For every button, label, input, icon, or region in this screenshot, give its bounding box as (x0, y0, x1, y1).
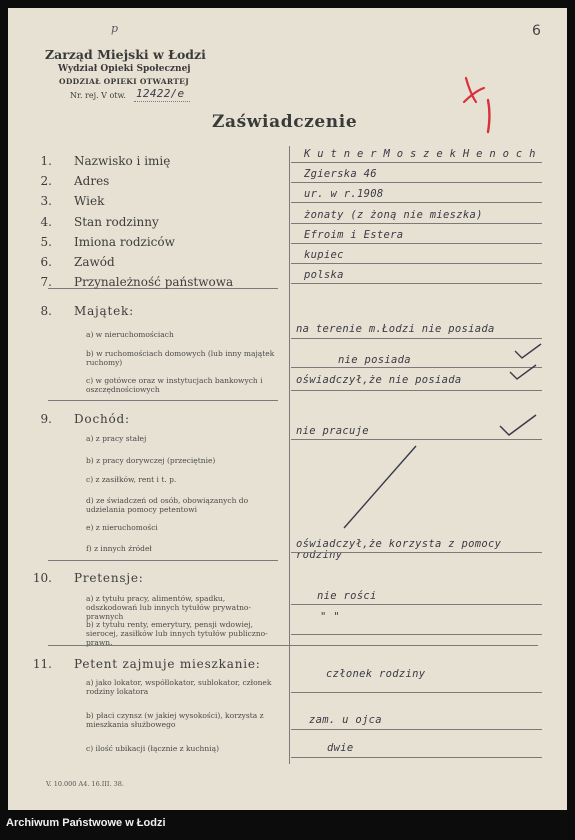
section-11b-value: zam. u ojca (309, 714, 382, 726)
document-title: Zaświadczenie (212, 112, 358, 132)
section-8-label: Majątek: (74, 304, 134, 318)
field-4-number: 4. (40, 215, 52, 229)
section-9f-label: f) z innych źródeł (86, 544, 152, 553)
section-9f-value-line2: rodziny (296, 549, 343, 561)
field-line (291, 552, 542, 553)
section-8c-label: c) w gotówce oraz w instytucjach bankowych i oszczędnościowych (86, 376, 263, 394)
separator-line (48, 400, 278, 401)
section-9d-label: d) ze świadczeń od osób, obowiązanych do udzielania pomocy petentowi (86, 496, 249, 514)
separator-line (48, 560, 278, 561)
registry-label: Nr. rej. V otw. (70, 91, 126, 100)
field-4-value: żonaty (z żoną nie mieszka) (304, 209, 483, 221)
field-line (291, 729, 542, 730)
field-1-label: Nazwisko i imię (74, 154, 171, 168)
separator-line (48, 645, 538, 646)
field-4-label: Stan rodzinny (74, 215, 159, 229)
field-3-value: ur. w r.1908 (304, 188, 384, 200)
section-10a-value: nie rości (317, 590, 377, 602)
field-line (291, 338, 542, 339)
section-8a-label: a) w nieruchomościach (86, 330, 174, 339)
field-line (291, 634, 542, 635)
field-line (291, 263, 542, 264)
field-1-value: K u t n e r M o s z e k H e n o c h (304, 148, 536, 160)
section-10-number: 10. (32, 571, 52, 585)
field-3-number: 3. (40, 194, 52, 208)
field-6-label: Zawód (74, 255, 115, 269)
corner-mark-left: p (111, 22, 119, 35)
section-8b-label: b) w ruchomościach domowych (lub inny majątek ruchomy) (86, 349, 275, 367)
section-11-number: 11. (32, 657, 52, 671)
section-9e-label: e) z nieruchomości (86, 523, 158, 532)
field-line (291, 182, 542, 183)
section-10-label: Pretensje: (74, 571, 144, 585)
document-page (8, 8, 567, 810)
section-11a-value: członek rodziny (326, 668, 426, 680)
section-9a-value: nie pracuje (296, 425, 369, 437)
field-6-value: kupiec (304, 249, 344, 261)
field-1-number: 1. (40, 154, 52, 168)
section-9-label: Dochód: (74, 412, 130, 426)
section-name: ODDZIAŁ OPIEKI OTWARTEJ (59, 77, 190, 86)
field-2-label: Adres (74, 174, 110, 188)
section-8-number: 8. (40, 304, 52, 318)
section-10b-label: b) z tytułu renty, emerytury, pensji wdowiej, sierocej, zasiłków lub innych tytułów publiczno-prawn. (86, 620, 268, 647)
section-9b-label: b) z pracy dorywczej (przeciętnie) (86, 456, 216, 465)
section-8c-value: oświadczył,że nie posiada (296, 374, 462, 386)
field-line (291, 439, 542, 440)
field-5-value: Efroim i Estera (304, 229, 404, 241)
section-11c-label: c) ilość ubikacji (łącznie z kuchnią) (86, 744, 220, 753)
field-line (291, 757, 542, 758)
checkmark-icon (508, 363, 538, 383)
corner-mark-right: 6 (532, 23, 541, 39)
field-line (291, 202, 542, 203)
strike-through-line (340, 444, 420, 530)
field-line (291, 283, 542, 284)
field-line (291, 243, 542, 244)
section-11-label: Petent zajmuje mieszkanie: (74, 657, 261, 671)
field-5-number: 5. (40, 235, 52, 249)
field-3-label: Wiek (74, 194, 105, 208)
section-10a-label: a) z tytułu pracy, alimentów, spadku, odszkodowań lub innych tytułów prywatno-prawnych (86, 594, 251, 621)
department-name: Wydział Opieki Społecznej (58, 64, 191, 74)
section-9a-label: a) z pracy stałej (86, 434, 147, 443)
section-9c-label: c) z zasiłków, rent i t. p. (86, 475, 177, 484)
column-divider (289, 146, 290, 764)
section-9f-value-line1: oświadczył,że korzysta z pomocy (296, 538, 502, 550)
office-name: Zarząd Miejski w Łodzi (45, 47, 206, 62)
archive-footer-label: Archiwum Państwowe w Łodzi (6, 817, 166, 829)
registry-underline (134, 101, 190, 102)
field-line (291, 162, 542, 163)
checkmark-icon (513, 341, 543, 361)
field-7-number: 7. (40, 275, 52, 289)
section-11a-label: a) jako lokator, współlokator, sublokator, członek rodziny lokatora (86, 678, 272, 696)
field-line (291, 692, 542, 693)
checkmark-icon (498, 412, 538, 438)
field-5-label: Imiona rodziców (74, 235, 175, 249)
registry-number: 12422/e (136, 87, 185, 100)
field-2-number: 2. (40, 174, 52, 188)
print-code: V. 10.000 A4. 16.III. 38. (46, 780, 124, 788)
section-8a-value: na terenie m.Łodzi nie posiada (296, 323, 495, 335)
field-7-label: Przynależność państwowa (74, 275, 234, 289)
section-11c-value: dwie (327, 742, 354, 754)
field-2-value: Zgierska 46 (304, 168, 377, 180)
section-8b-value: nie posiada (338, 354, 411, 366)
field-6-number: 6. (40, 255, 52, 269)
section-9-number: 9. (40, 412, 52, 426)
field-line (291, 223, 542, 224)
field-line (291, 604, 542, 605)
field-line (291, 390, 542, 391)
section-11b-label: b) płaci czynsz (w jakiej wysokości), korzysta z mieszkania służbowego (86, 711, 264, 729)
section-10b-value: " " (320, 611, 340, 623)
red-pencil-mark (454, 66, 504, 136)
field-7-value: polska (304, 269, 344, 281)
field-line (291, 367, 542, 368)
